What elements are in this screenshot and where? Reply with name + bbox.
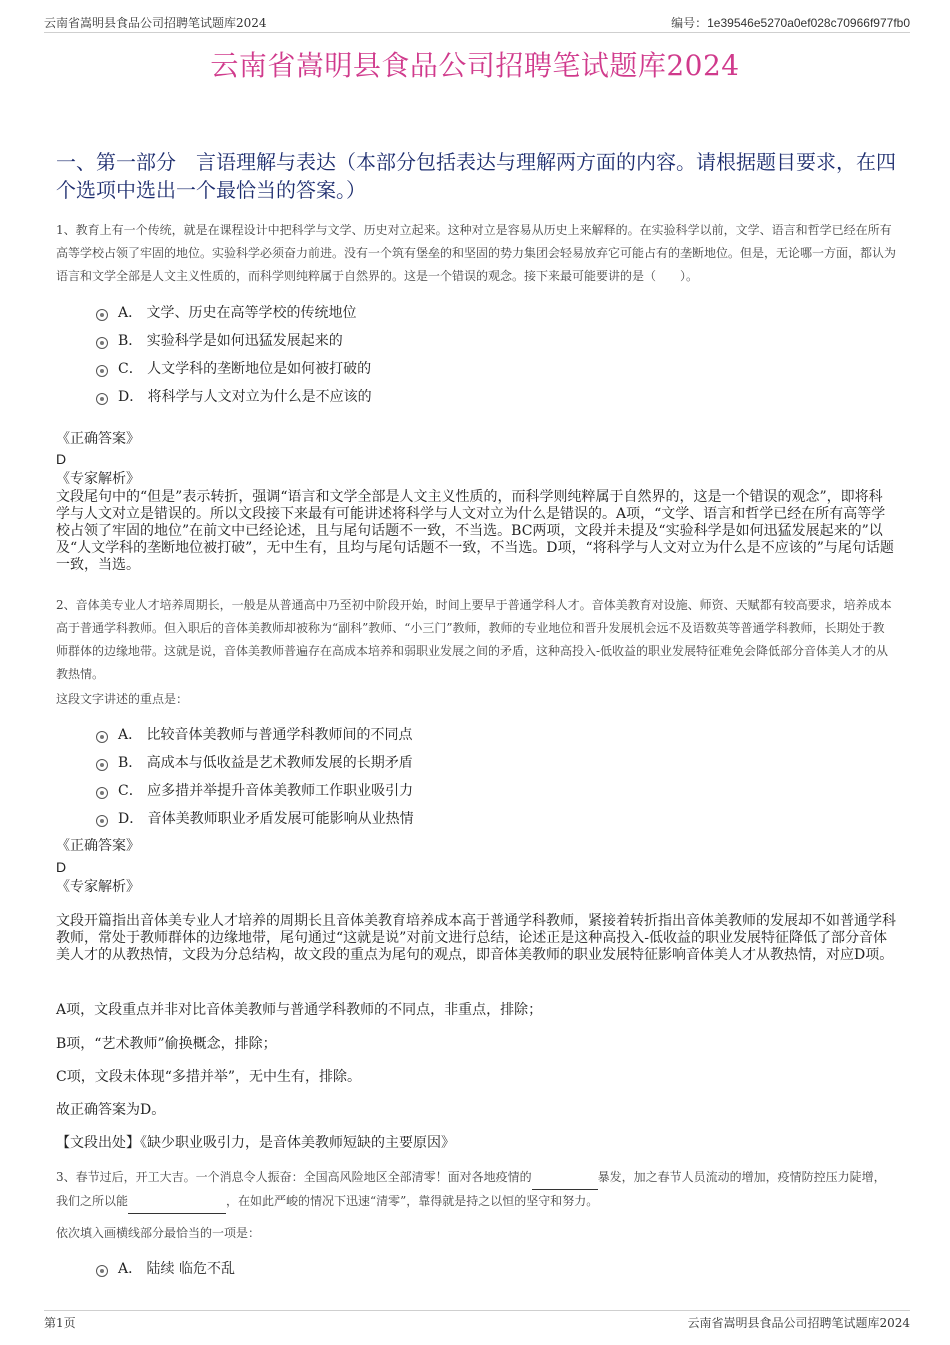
stem-part-2: 暴发，加之春节人员流动的增加，疫情防控压力陡增，我们之所以能 bbox=[56, 1170, 886, 1208]
option-label: C． 应多措并举提升音体美教师工作职业吸引力 bbox=[118, 783, 414, 799]
question-2-option-d[interactable] bbox=[96, 809, 414, 829]
question-1-analysis-label: 《专家解析》 bbox=[56, 471, 140, 487]
question-2-conclusion: 故正确答案为D。 bbox=[56, 1102, 166, 1118]
header-doc-code bbox=[671, 14, 910, 31]
option-label: B． 高成本与低收益是艺术教师发展的长期矛盾 bbox=[118, 755, 413, 771]
radio-icon[interactable] bbox=[96, 309, 108, 321]
question-2-prompt: 这段文字讲述的重点是： bbox=[56, 692, 189, 706]
question-2-note-a: A项，文段重点并非对比音体美教师与普通学科教师的不同点，非重点，排除； bbox=[56, 1002, 543, 1018]
question-2-option-b[interactable] bbox=[96, 753, 413, 773]
question-2-analysis-label: 《专家解析》 bbox=[56, 879, 140, 895]
footer-doc-title: 云南省嵩明县食品公司招聘笔试题库2024 bbox=[687, 1316, 910, 1330]
radio-icon[interactable] bbox=[96, 1265, 108, 1277]
section-heading: 一、第一部分 言语理解与表达（本部分包括表达与理解两方面的内容。请根据题目要求，在四个选项中选出一个最恰当的答案。） bbox=[56, 150, 896, 202]
page-footer bbox=[44, 1310, 910, 1334]
radio-icon[interactable] bbox=[96, 759, 108, 771]
radio-icon[interactable] bbox=[96, 337, 108, 349]
stem-part-3: ，在如此严峻的情况下迅速“清零”，靠得就是持之以恒的坚守和努力。 bbox=[226, 1194, 599, 1208]
question-1-answer-label: 《正确答案》 bbox=[56, 431, 140, 447]
question-3-stem bbox=[56, 1166, 896, 1214]
page-number: 第1页 bbox=[44, 1316, 76, 1330]
question-2-note-c: C项，文段未体现“多措并举”，无中生有，排除。 bbox=[56, 1069, 362, 1085]
page-header bbox=[44, 14, 910, 33]
header-doc-title: 云南省嵩明县食品公司招聘笔试题库2024 bbox=[44, 16, 267, 30]
question-2-option-a[interactable] bbox=[96, 725, 413, 745]
question-2-answer-label: 《正确答案》 bbox=[56, 838, 140, 854]
question-2-analysis: 文段开篇指出音体美专业人才培养的周期长且音体美教育培养成本高于普通学科教师，紧接着转折指出音体美教师的发展却不如普通学科教师，常处于教师群体的边缘地带，尾句通过“这就是说”对前文进行总结，论述正是这种高投入-低收益的职业发展特征降低了部分音体美人才的从教热情，文段为分总结构，故文段的重点为尾句的观点，即音体美教师的职业发展特征影响音体美人才从教热情，对应D项。 bbox=[56, 913, 896, 963]
question-2-option-c[interactable] bbox=[96, 781, 413, 801]
stem-part-1: 3、春节过后，开工大吉。一个消息令人振奋：全国高风险地区全部清零！面对各地疫情的 bbox=[56, 1170, 532, 1184]
page-title: 云南省嵩明县食品公司招聘笔试题库2024 bbox=[210, 49, 740, 82]
question-1-option-b[interactable] bbox=[96, 331, 343, 351]
question-1-answer: D bbox=[56, 451, 67, 467]
option-label: A． 比较音体美教师与普通学科教师间的不同点 bbox=[118, 727, 413, 743]
header-code-label: 编号： bbox=[671, 16, 708, 30]
option-label: D． 将科学与人文对立为什么是不应该的 bbox=[118, 389, 372, 405]
option-label: A． 文学、历史在高等学校的传统地位 bbox=[118, 305, 357, 321]
fill-blank-2 bbox=[128, 1190, 226, 1214]
radio-icon[interactable] bbox=[96, 787, 108, 799]
option-label: B． 实验科学是如何迅猛发展起来的 bbox=[118, 333, 343, 349]
radio-icon[interactable] bbox=[96, 365, 108, 377]
fill-blank-1 bbox=[532, 1166, 598, 1190]
radio-icon[interactable] bbox=[96, 815, 108, 827]
question-3-prompt: 依次填入画横线部分最恰当的一项是： bbox=[56, 1226, 261, 1240]
question-2-stem: 2、音体美专业人才培养周期长，一般是从普通高中乃至初中阶段开始，时间上要早于普通学科人才。音体美教育对设施、师资、天赋都有较高要求，培养成本高于普通学科教师。但入职后的音体美教师却被称为“副科”教师、“小三门”教师，教师的专业地位和晋升发展机会远不及语数英等普通学科教师，长期处于教师群体的边缘地带。这就是说，音体美教师普遍存在高成本培养和弱职业发展之间的矛盾，这种高投入-低收益的职业发展特征难免会降低部分音体美人才的从教热情。 bbox=[56, 598, 892, 681]
question-1-option-d[interactable] bbox=[96, 387, 372, 407]
question-3-option-a[interactable] bbox=[96, 1259, 235, 1279]
question-1-stem: 1、教育上有一个传统，就是在课程设计中把科学与文学、历史对立起来。这种对立是容易从历史上来解释的。在实验科学以前，文学、语言和哲学已经在所有高等学校占领了牢固的地位。实验科学必须奋力前进。没有一个筑有堡垒的和坚固的势力集团会轻易放弃它可能占有的垄断地位。但是，无论哪一方面，都认为语言和文学全部是人文主义性质的，而科学则纯粹属于自然界的。这是一个错误的观念。接下来最可能要讲的是（ ）。 bbox=[56, 223, 897, 283]
radio-icon[interactable] bbox=[96, 393, 108, 405]
option-label: C． 人文学科的垄断地位是如何被打破的 bbox=[118, 361, 372, 377]
option-label: D． 音体美教师职业矛盾发展可能影响从业热情 bbox=[118, 811, 414, 827]
option-label: A． 陆续 临危不乱 bbox=[118, 1261, 236, 1277]
header-code-value: 1e39546e5270a0ef028c70966f977fb0 bbox=[707, 16, 910, 30]
question-2-note-b: B项，“艺术教师”偷换概念，排除； bbox=[56, 1036, 277, 1052]
question-1-analysis: 文段尾句中的“但是”表示转折，强调“语言和文学全部是人文主义性质的，而科学则纯粹属于自然界的，这是一个错误的观念”，即将科学与人文对立是错误的。所以文段接下来最有可能讲述将科学与人文对立为什么是错误的。A项，“文学、语言和哲学已经在所有高等学校占领了牢固的地位”在前文中已经论述，且与尾句话题不一致，不当选。BC两项，文段并未提及“实验科学是如何迅猛发展起来的”以及“人文学科的垄断地位被打破”，无中生有，且均与尾句话题不一致，不当选。D项，“将科学与人文对立为什么是不应该的”与尾句话题一致，当选。 bbox=[56, 489, 894, 573]
radio-icon[interactable] bbox=[96, 731, 108, 743]
question-1-option-c[interactable] bbox=[96, 359, 371, 379]
question-2-source: 【文段出处】《缺少职业吸引力，是音体美教师短缺的主要原因》 bbox=[56, 1135, 455, 1151]
question-1-option-a[interactable] bbox=[96, 303, 357, 323]
question-2-answer: D bbox=[56, 859, 67, 875]
